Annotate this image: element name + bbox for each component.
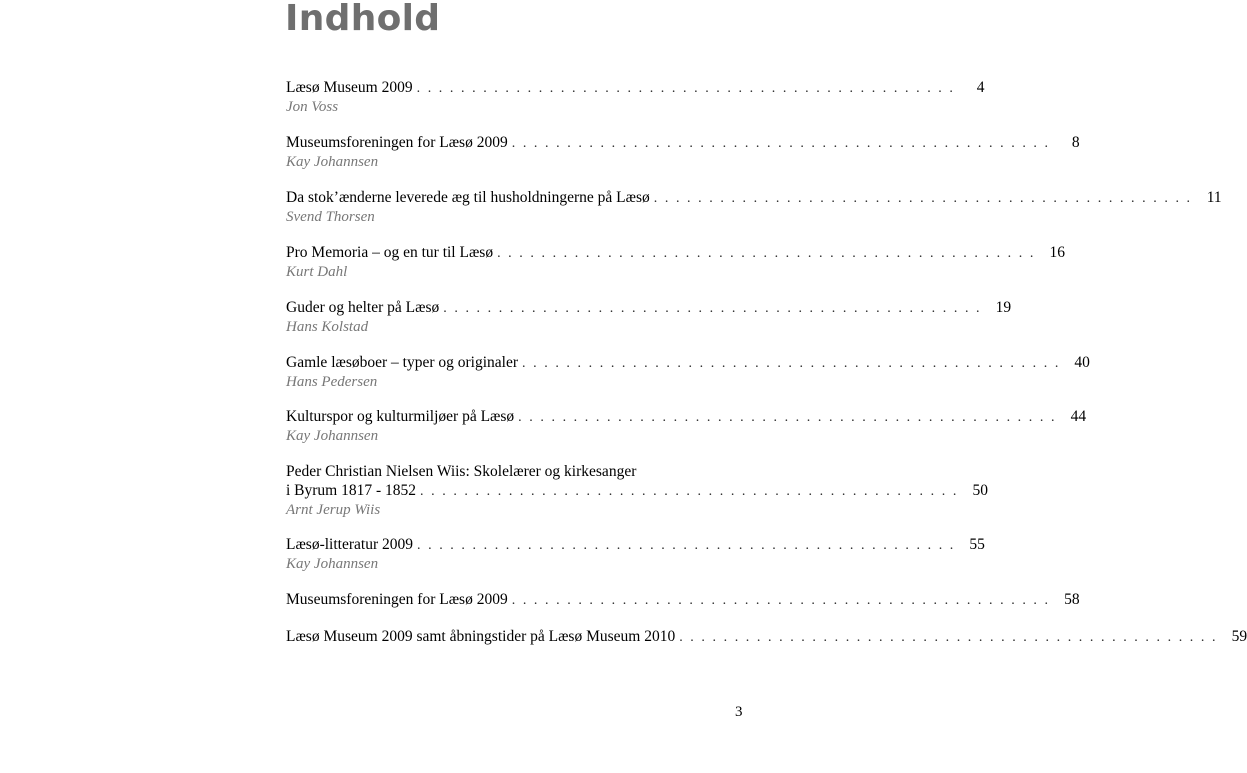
toc-entry[interactable] (286, 535, 985, 574)
toc-entry-title: i Byrum 1817 - 1852 (286, 482, 417, 499)
toc-entry-title: Museumsforeningen for Læsø 2009 (286, 591, 508, 608)
toc-entry-page: 50 (972, 482, 988, 499)
toc-entry-page: 8 (1071, 134, 1080, 151)
dot-leader: ................................................. (416, 81, 961, 96)
toc-entry[interactable] (286, 298, 1012, 337)
toc-entry-title: Guder og helter på Læsø (286, 299, 440, 316)
toc-entry-page: 59 (1231, 628, 1247, 645)
toc-entry[interactable] (286, 627, 1247, 647)
toc-entry-page: 44 (1070, 408, 1087, 425)
toc-entry-title: Gamle læsøboer – typer og originaler (286, 354, 519, 371)
dot-leader: ................................................. (443, 301, 988, 316)
dot-leader: ................................................. (653, 191, 1198, 206)
toc-entry[interactable] (286, 133, 1080, 172)
toc-entry-page: 40 (1074, 354, 1090, 371)
dot-leader: ................................................. (497, 246, 1041, 261)
toc-entry-author: Svend Thorsen (286, 209, 375, 225)
dot-leader: ................................................. (417, 538, 961, 553)
toc-entry-page: 19 (995, 299, 1012, 316)
toc-entry-author: Kay Johannsen (286, 154, 379, 170)
toc-entry-title-line1: Peder Christian Nielsen Wiis: Skolelærer og kirkesanger (286, 463, 637, 480)
toc-entry-title: Museumsforeningen for Læsø 2009 (286, 134, 508, 151)
toc-entry-author: Jon Voss (286, 99, 339, 115)
dot-leader: ................................................. (420, 484, 964, 499)
toc-entry-title: Da stok’ænderne leverede æg til husholdningerne på Læsø (286, 189, 650, 206)
toc-entry-author: Kurt Dahl (286, 264, 348, 280)
toc-entry[interactable] (286, 462, 988, 520)
toc-entry[interactable] (286, 243, 1065, 282)
toc-entry-page: 4 (976, 79, 985, 96)
toc-entry[interactable] (286, 590, 1080, 610)
toc-entry-title: Læsø-litteratur 2009 (286, 536, 413, 553)
dot-leader: ................................................. (511, 593, 1056, 608)
toc-entry-author: Kay Johannsen (286, 428, 379, 444)
toc-entry-author: Kay Johannsen (286, 556, 379, 572)
toc-entry-page: 16 (1049, 244, 1065, 261)
toc-entry[interactable] (286, 78, 985, 117)
dot-leader: ................................................. (518, 410, 1063, 425)
toc-entry-page: 55 (969, 536, 985, 553)
toc-entry-page: 11 (1206, 189, 1222, 206)
toc-entry-title: Kulturspor og kulturmiljøer på Læsø (286, 408, 515, 425)
toc-entry-page: 58 (1064, 591, 1080, 608)
page-title: Indhold (285, 0, 441, 39)
toc-entry-author: Arnt Jerup Wiis (286, 502, 381, 518)
dot-leader: ................................................. (679, 630, 1224, 645)
toc-entry-title: Læsø Museum 2009 samt åbningstider på Læsø Museum 2010 (286, 628, 676, 645)
toc-entry-title: Pro Memoria – og en tur til Læsø (286, 244, 494, 261)
toc-entry[interactable] (286, 407, 1087, 446)
page-number: 3 (735, 704, 743, 720)
toc-entry[interactable] (286, 353, 1090, 392)
toc-entry-author: Hans Kolstad (286, 319, 369, 335)
toc-entry-author: Hans Pedersen (286, 374, 378, 390)
toc-entry[interactable] (286, 188, 1222, 227)
dot-leader: ................................................. (522, 356, 1066, 371)
toc-entry-title: Læsø Museum 2009 (286, 79, 413, 96)
dot-leader: ................................................. (511, 136, 1056, 151)
